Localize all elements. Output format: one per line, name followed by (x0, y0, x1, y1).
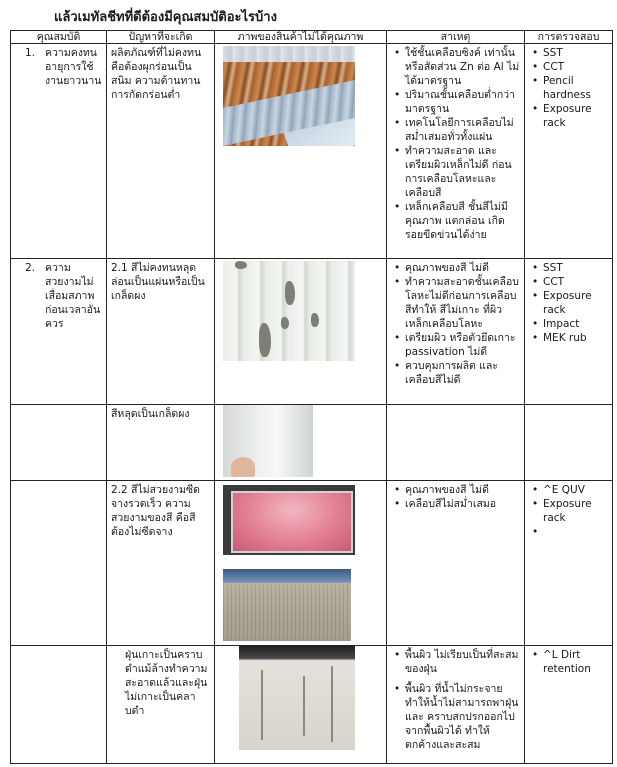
cause-item: • คุณภาพของสี ไม่ดี (405, 483, 520, 497)
properties-table (10, 30, 613, 764)
test-item: • ^E QUV (543, 483, 608, 497)
cause-item: • เหล็กเคลือบสี ชั้นสีไม่มีคุณภาพ แตกล่อน เกิดรอยขีดข่วนได้ง่าย (405, 200, 520, 242)
cause-item: • เทคโนโลยีการเคลือบไม่สม่ำเสมอทั่วทั้งแผ่น (405, 116, 520, 144)
table-row (11, 405, 613, 481)
table-row (11, 481, 613, 646)
dirt-stain-photo (239, 646, 355, 750)
test-cell (525, 646, 613, 764)
test-item: • Exposure rack (543, 497, 608, 525)
faded-color-photo-2 (223, 569, 351, 641)
cause-item: • ทำความสะอาดชั้นเคลือบโลหะไม่ดีก่อนการเคลือบสีทำให้ สีไม่เกาะ ที่ผิวเหล็กเคลือบโลหะ (405, 275, 520, 331)
row-number: 2. (25, 262, 36, 274)
table-row (11, 44, 613, 259)
image-cell (215, 259, 387, 405)
image-cell (215, 646, 387, 764)
table-row (11, 646, 613, 764)
criterion-cell (11, 259, 107, 405)
test-item: • ^L Dirt retention (543, 648, 608, 676)
header-image: ภาพของสินค้าไม่ได้คุณภาพ (215, 31, 387, 44)
criterion-cell (11, 481, 107, 646)
test-item: • Pencil hardness (543, 74, 608, 102)
table-row (11, 259, 613, 405)
problem-cell: 2.2 สีไม่สวยงามซีดจางรวดเร็ว ความสวยงามของสี คือสีต้องไม่ซีดจาง (107, 481, 215, 646)
table-header-row (11, 31, 613, 44)
criterion-text: ความสวยงามไม่เสื่อมสภาพก่อนเวลาอันควร (45, 262, 101, 330)
cause-cell (387, 481, 525, 646)
problem-cell: ผลิตภัณฑ์ที่ไม่คงทนคือต้องผุกร่อนเป็นสนิม ความต้านทานการกัดกร่อนต่ำ (107, 44, 215, 259)
cause-cell (387, 259, 525, 405)
page-title: แล้วเมทัลชีทที่ดีต้องมีคุณสมบัติอะไรบ้าง (54, 10, 277, 25)
test-item: • SST (543, 46, 608, 60)
test-item: • Impact (543, 317, 608, 331)
cause-item: • เตรียมผิว หรือตัวยึดเกาะ passivation ไม่ดี (405, 331, 520, 359)
test-item: • CCT (543, 275, 608, 289)
chalking-wall-photo (223, 405, 313, 477)
cause-item: • คุณภาพของสี ไม่ดี (405, 261, 520, 275)
row-number: 1. (25, 47, 36, 59)
test-cell (525, 405, 613, 481)
header-cause: สาเหตุ (387, 31, 525, 44)
image-cell (215, 405, 387, 481)
cause-cell (387, 44, 525, 259)
cause-item: • ปริมาณชั้นเคลือบต่ำกว่ามาตรฐาน (405, 88, 520, 116)
problem-cell: 2.1 สีไม่คงทนหลุดล่อนเป็นแผ่นหรือเป็นเกล็ดผง (107, 259, 215, 405)
test-cell (525, 481, 613, 646)
test-item: • Exposure rack (543, 102, 608, 130)
test-item: • Exposure rack (543, 289, 608, 317)
cause-item: • ควบคุมการผลิต และ เคลือบสีไม่ดี (405, 359, 520, 387)
criterion-text: ความคงทน อายุการใช้งานยาวนาน (45, 47, 102, 87)
test-cell (525, 44, 613, 259)
test-item: • SST (543, 261, 608, 275)
criterion-cell (11, 44, 107, 259)
test-item: • CCT (543, 60, 608, 74)
header-test: การตรวจสอบ (525, 31, 613, 44)
problem-cell: สีหลุดเป็นเกล็ดผง (107, 405, 215, 481)
cause-item: • ใช้ชั้นเคลือบซิงค์ เท่านั้น หรือสัดส่วน Zn ต่อ Al ไม่ได้มาตรฐาน (405, 46, 520, 88)
test-item: • MEK rub (543, 331, 608, 345)
image-cell (215, 44, 387, 259)
criterion-cell (11, 646, 107, 764)
cause-item: • พื้นผิว ไม่เรียบเป็นที่สะสมของฝุ่น (405, 648, 520, 676)
faded-color-photo-1 (223, 485, 355, 555)
peeling-paint-photo (223, 261, 355, 361)
cause-item: • ทำความสะอาด และ เตรียมผิวเหล็กไม่ดี ก่อนการเคลือบโลหะและเคลือบสี (405, 144, 520, 200)
cause-cell (387, 405, 525, 481)
criterion-cell (11, 405, 107, 481)
cause-item: • เคลือบสีไม่สม่ำเสมอ (405, 497, 520, 511)
problem-cell: ฝุ่นเกาะเป็นคราบดำแม้ล้างทำความสะอาดแล้วและฝุ่นไม่เกาะเป็นคลาบดำ (107, 646, 215, 764)
header-criterion: คุณสมบัติ (11, 31, 107, 44)
image-cell (215, 481, 387, 646)
cause-item: • พื้นผิว ที่น้ำไม่กระจาย ทำให้น้ำไม่สามารถพาฝุ่นและ คราบสกปรกออกไปจากพื้นผิวได้ ทำให้ตกค้างและสะสม (405, 682, 520, 752)
rusted-roof-photo (223, 46, 355, 146)
test-cell (525, 259, 613, 405)
header-problem: ปัญหาที่จะเกิด (107, 31, 215, 44)
cause-cell (387, 646, 525, 764)
